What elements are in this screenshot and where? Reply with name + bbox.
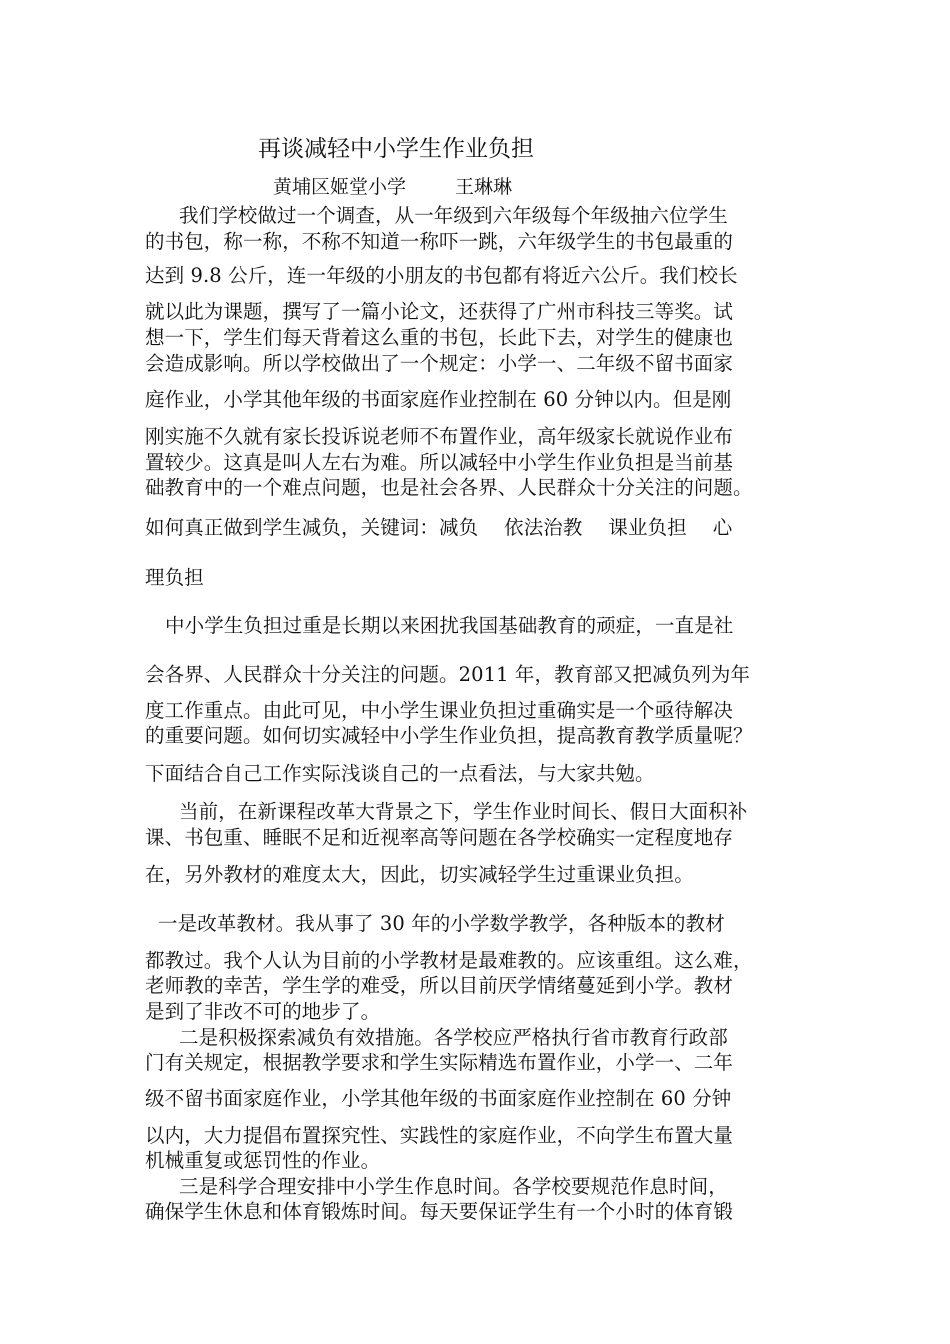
paragraph-line: 我们学校做过一个调查，从一年级到六年级每个年级抽六位学生 (179, 204, 728, 227)
paragraph-line: 门有关规定，根据教学要求和学生实际精选布置作业，小学一、二年 (145, 1051, 734, 1074)
paragraph-line: 度工作重点。由此可见，中小学生课业负担过重确实是一个亟待解决 (145, 699, 734, 722)
paragraph-line: 确保学生休息和体育锻炼时间。每天要保证学生有一个小时的体育锻 (145, 1200, 734, 1223)
paragraph-line: 机械重复或惩罚性的作业。 (145, 1149, 381, 1172)
paragraph-line: 以内，大力提倡布置探究性、实践性的家庭作业，不向学生布置大量 (145, 1124, 734, 1147)
paragraph-line: 当前，在新课程改革大背景之下，学生作业时间长、假日大面积补 (179, 800, 748, 823)
paragraph-line: 二是积极探索减负有效措施。各学校应严格执行省市教育行政部 (179, 1026, 728, 1049)
paragraph-line: 刚实施不久就有家长投诉说老师不布置作业，高年级家长就说作业布 (145, 425, 734, 448)
paragraph-line: 是到了非改不可的地步了。 (145, 1000, 381, 1023)
paragraph-line: 在，另外教材的难度太大，因此，切实减轻学生过重课业负担。 (145, 863, 694, 886)
paragraph-line: 三是科学合理安排中小学生作息时间。各学校要规范作息时间， (179, 1175, 728, 1198)
document-title: 再谈减轻中小学生作业负担 (258, 136, 534, 162)
author-name: 王琳琳 (455, 176, 513, 198)
paragraph-line: 级不留书面家庭作业，小学其他年级的书面家庭作业控制在 60 分钟 (145, 1087, 732, 1110)
paragraph-line: 会造成影响。所以学校做出了一个规定：小学一、二年级不留书面家 (145, 352, 734, 375)
paragraph-line: 置较少。这真是叫人左右为难。所以减轻中小学生作业负担是当前基 (145, 451, 734, 474)
paragraph-line: 课、书包重、睡眠不足和近视率高等问题在各学校确实一定程度地存 (145, 826, 734, 849)
paragraph-line: 的书包，称一称，不称不知道一称吓一跳，六年级学生的书包最重的 (145, 230, 734, 253)
paragraph-line: 的重要问题。如何切实减轻中小学生作业负担，提高教育教学质量呢？ (145, 724, 753, 747)
paragraph-line: 一是改革教材。我从事了 30 年的小学数学教学，各种版本的教材 (158, 912, 725, 935)
paragraph-line: 中小学生负担过重是长期以来困扰我国基础教育的顽症，一直是社 (165, 614, 734, 637)
paragraph-line: 达到 9.8 公斤，连一年级的小朋友的书包都有将近六公斤。我们校长 (145, 264, 738, 287)
paragraph-line: 下面结合自己工作实际浅谈自己的一点看法，与大家共勉。 (145, 762, 655, 785)
paragraph-line: 庭作业，小学其他年级的书面家庭作业控制在 60 分钟以内。但是刚 (145, 388, 732, 411)
author-school: 黄埔区姬堂小学 (273, 176, 407, 198)
paragraph-line: 理负担 (145, 566, 204, 589)
paragraph-line: 如何真正做到学生减负，关键词：减负 依法治教 课业负担 心 (145, 516, 733, 539)
paragraph-line: 会各界、人民群众十分关注的问题。2011 年，教育部又把减负列为年 (145, 663, 751, 686)
paragraph-line: 想一下，学生们每天背着这么重的书包，长此下去，对学生的健康也 (145, 326, 734, 349)
paragraph-line: 就以此为课题，撰写了一篇小论文，还获得了广州市科技三等奖。试 (145, 300, 734, 323)
paragraph-line: 础教育中的一个难点问题，也是社会各界、人民群众十分关注的问题。 (145, 476, 753, 499)
paragraph-line: 都教过。我个人认为目前的小学教材是最难教的。应该重组。这么难， (145, 949, 753, 972)
paragraph-line: 老师教的幸苦，学生学的难受，所以目前厌学情绪蔓延到小学。教材 (145, 974, 734, 997)
